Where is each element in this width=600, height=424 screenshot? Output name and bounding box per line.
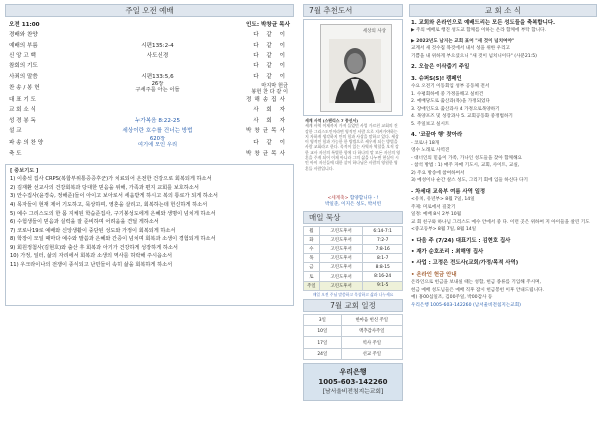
devotion-cell: 9:1-5: [363, 281, 403, 290]
church-news: [409, 19, 597, 309]
worship-who-line2: 봉헌 찬 다 같 이: [251, 88, 288, 95]
worship-content: [89, 81, 226, 95]
worship-who: 다 같 이: [253, 73, 288, 80]
news-item: 3) 예성이나 순간 살스 성도, 그리기 회에 입들 하신다 다기: [411, 178, 528, 184]
news-item: <중고등부> 8월 7일, 8월 14일: [411, 227, 477, 233]
blurb-title: 세계 사역 (스탠리스 7 종선서): [305, 118, 359, 123]
news-item: ▶ 주의 예배로 행진 성도교 함께를 이하는 온라 함께에 부탁 합니다.: [411, 28, 546, 34]
devotion-cell: 7:8-16: [363, 245, 403, 254]
schedule-cell: 10일: [304, 326, 342, 337]
news-item: 온라인으로 헌금을 보내실 때는 성함, 헌금 종류를 기입해 주시며,: [411, 280, 541, 286]
middle-column: [300, 0, 405, 424]
prayer-item: 11) 우크라이나의 전쟁이 종식되고 난민들이 속히 삶을 회복하게 하소서: [10, 261, 173, 268]
worship-row: [5, 61, 294, 71]
news-item: - 코로나 18개: [411, 140, 440, 146]
worship-who: 다 같 이: [253, 42, 288, 49]
worship-who: 정해송집사: [245, 97, 288, 104]
author-portrait-icon: [329, 39, 381, 103]
news-item: • 재가 순호조리 : 최해영 집사: [411, 248, 484, 255]
series-name: <세계축>: [327, 196, 349, 201]
schedule-row: [304, 326, 403, 337]
news-item: - 차세대 교육부 여름 사역 일정: [411, 188, 486, 195]
worship-who: 사 회 자: [253, 117, 288, 124]
schedule-cell: 맥추감사주일: [341, 326, 402, 337]
news-item: 2. 오늘은 이삭줍기 주일: [411, 64, 470, 71]
worship-row: [5, 30, 294, 40]
devotion-row: [304, 281, 403, 290]
worship-header: 주일 오전 예배: [5, 4, 294, 17]
news-item: 2) 주요 방송에 참여하여서: [411, 170, 465, 176]
left-column: [0, 0, 298, 424]
news-item: 예) 홍00십일조, 김00주일, 박00감사 등: [411, 295, 493, 301]
worship-content: [89, 136, 226, 150]
devotion-cell: 8:16-24: [363, 272, 403, 281]
worship-item: 예배의 부름: [9, 42, 38, 49]
news-item: 교계서 새 것수집 목것에서 내서 성을 위한 우리고: [411, 46, 510, 52]
devotion-cell: 고린도후서: [319, 263, 363, 272]
devotion-cell: 고린도후서: [319, 236, 363, 245]
worship-content-line2: 여기에 모인 우리: [137, 141, 178, 148]
worship-item: 대 표 기 도: [9, 97, 36, 104]
news-item: 영수 노래로 사역진: [411, 148, 450, 154]
schedule-cell: 17일: [304, 337, 342, 348]
book-image: [320, 24, 392, 112]
devotion-cell: 고린도후서: [319, 281, 363, 290]
schedule-cell: 24일: [304, 348, 342, 359]
devotion-row: [304, 227, 403, 236]
news-item: 주제: 미로에서 길찾기: [411, 204, 456, 210]
devotion-cell: 주일: [304, 281, 320, 290]
worship-item: 파 송 의 찬 양: [9, 139, 44, 146]
worship-item: 경배와 찬양: [9, 32, 38, 39]
devotion-row: [304, 272, 403, 281]
news-item: 1. 수평회하에 중 가정을해고 실비건: [411, 91, 484, 97]
worship-content-line1: 620장: [149, 135, 166, 142]
worship-who: 박창균목사: [245, 151, 288, 158]
devotion-cell: 8:8-15: [363, 263, 403, 272]
devotion-table: [303, 226, 403, 291]
blurb-text: 세계 사역 이제까지 가져 들었던 사업 가르친 교회의 건강한 그리스도인이라면 영적인 사람 으로 지켜가야하는지 자하게 생각하지 안의 힘과 사상을 말하고 있다. 세상이 영적인 힘과 가능한 한 방법으로 세우게 되는 방법을 사람 교회라고 한다. 목적이 있는 사역자 역할을 오직 강한 교사 자신의 특별한 힘에 다 하나의 말 모든 자신의 영혼을 주게 되어 이제 아니라 그의 삶을 나누면 현실이 시인 아이 자신들에 대한 살이 하나님은 사람의 영원한 영혼들 사람입니다.: [305, 123, 401, 171]
schedule-cell: 역사 주일: [341, 337, 402, 348]
news-item: • 다음 주 (7/24) 대표기도 : 김현호 집사: [411, 237, 511, 244]
worship-item: 참회의 기도: [9, 63, 38, 70]
news-item: 4. 목양포즈 및 성장과사 5. 교회공동화 중정법하기: [411, 114, 513, 120]
news-item: 4. '코끝마 행' 찾아라: [411, 132, 463, 139]
news-item: - 참석 방법 : 1) 매주 자매 기도시, 교회, 사이트, 교실,: [411, 163, 520, 169]
prayer-item: 1) 이충석 집사 CRPS(복합부위통증증후군)가 치료되어 온전한 건강으로 회복되게 하소서: [10, 176, 212, 183]
devotion-row: [304, 254, 403, 263]
news-item: • 온라인 헌금 안내: [411, 271, 457, 278]
worship-row: [5, 51, 294, 61]
schedule-row: [304, 337, 403, 348]
worship-leader: 인도: 박창균 목사: [246, 22, 290, 28]
schedule-row: [304, 348, 403, 359]
worship-row: [5, 105, 294, 115]
news-item: 3. 장애인도요 출산과사 4 가정으로목양하기: [411, 106, 500, 112]
worship-time-row: [5, 20, 294, 30]
worship-content-text: 누가복음 8:22-25: [134, 117, 181, 124]
prayer-item: 6) 수험생들이 믿음과 실력을 잘 준비하며 어려움을 견딜 게하소서: [10, 219, 159, 226]
news-item: <유치, 유년부> 8월 7일, 14일: [411, 197, 475, 203]
worship-item: 사죄의 말씀: [9, 73, 38, 80]
book-cover: [303, 19, 403, 116]
devotion-cell: 고린도후서: [319, 272, 363, 281]
worship-item: 신 앙 고 백: [9, 53, 36, 60]
news-header: 교 회 소 식: [409, 4, 597, 17]
news-item: 5. 주일보고 실시트: [411, 121, 450, 127]
worship-row: [5, 116, 294, 126]
devotion-cell: 토: [304, 272, 320, 281]
prayer-item: 5) 예수 그리스도의 한 몸 지체된 학습준집사, 구기봉성도에게 은혜와 생명이 넘치게 하소서: [10, 210, 216, 217]
worship-who: 사 회 자: [253, 107, 288, 114]
worship-item: 성 경 봉 독: [9, 117, 36, 124]
worship-content: [89, 41, 226, 51]
worship-who: 다 같 이: [253, 63, 288, 70]
book-authors: 박일준, 이지은 성도, 박서빈: [324, 202, 382, 207]
news-item: ▶ 2022년도 남지는 교회 표어 "새 것이 넘치여야": [411, 38, 515, 44]
news-item: 2. 예배당도로 출산과(목)을 가정되었다: [411, 99, 490, 105]
worship-content-line1: 26장: [151, 81, 164, 88]
schedule-cell: 선교 주일: [341, 348, 402, 359]
worship-content-text: 시편133:5,6: [141, 73, 174, 80]
devotion-cell: 목: [304, 254, 320, 263]
schedule-cell: 3일: [304, 314, 342, 325]
prayer-item: 7) 코로나19로 예배와 신앙생활이 중단된 성도와 가정이 회복되게 하소서: [10, 227, 176, 234]
schedule-header: 7월 교회 일정: [303, 299, 403, 312]
prayer-item: 10) 가정, 일터, 삶의 자리에서 회복과 소생의 역사를 허락해 주시옵소서: [10, 253, 173, 260]
prayer-item: 3) 안수집사(윤경숙, 정해준)들이 아이고 보아로서 세움받게 하시고 복의 통로가 되게 하소서: [10, 193, 218, 200]
prayer-item: 4) 목자들이 현재 제어 기도하고, 묵상하며, 영혼을 살리고, 회복하는데 헌신하게 하소서: [10, 201, 208, 208]
news-item: 수요 오전기 이동회입 성부 공동체 전서: [411, 84, 490, 90]
devotion-cell: 8:1-7: [363, 254, 403, 263]
right-column: [407, 0, 600, 424]
worship-who-line1: 마지막 헌금: [261, 82, 288, 89]
bank-info: [303, 363, 403, 401]
series-rest: 함양합니다 - !: [348, 196, 379, 201]
devotion-cell: 고린도후서: [319, 254, 363, 263]
worship-row: [5, 136, 294, 149]
worship-who: 다 같 이: [253, 139, 288, 146]
worship-who: 다 같 이: [253, 53, 288, 60]
worship-content-text: 사도신경: [146, 53, 169, 60]
worship-content-text: 세상이란 호수를 건너는 방법: [122, 128, 193, 135]
worship-content: [89, 51, 226, 61]
devotion-cell: 고린도후서: [319, 227, 363, 236]
worship-content: [89, 116, 226, 126]
prayer-item: 8) 학장이 모일 때마다 예수와 말씀과 은혜와 간증이 넘치며 회복과 소생이 경험되게 하소서: [10, 236, 216, 243]
news-item: 우리은행 1005-603-142260 (남서울비전침지는교회): [411, 302, 521, 308]
news-item: • 사업 : 고정은 전도사(교회/가정/목적 사역): [411, 260, 519, 267]
devotion-row: [304, 236, 403, 245]
worship-item: 찬 송 / 봉 헌: [9, 85, 40, 92]
worship-item: 설 교: [9, 128, 22, 135]
book-header: 7월 추천도서: [303, 4, 403, 17]
worship-row: [5, 41, 294, 51]
prayer-title: [ 중보기도 ]: [10, 167, 39, 174]
book-cover-title: 세상의 사상: [362, 29, 386, 34]
intercessory-prayer: [5, 164, 294, 306]
devotion-row: [304, 245, 403, 254]
schedule-table: [303, 314, 403, 361]
schedule-cell: 한마음 헌신 주일: [341, 314, 402, 325]
news-item: 1. 교회와 온라인으로 예배드리는 모든 성도들을 축복합니다.: [411, 20, 556, 26]
devotion-cell: 고린도후서: [319, 245, 363, 254]
schedule-row: [304, 314, 403, 325]
devotion-note: 매일 오전 주님 말씀하고 묵상하고 삶과 나누세요: [312, 291, 394, 297]
worship-content-text: 시편135:2-4: [141, 42, 174, 49]
news-item: - 대너인의 믿음이 가족, 가나인 성도들을 찾아 함께해요: [411, 155, 522, 161]
devotion-cell: 금: [304, 263, 320, 272]
devotion-cell: 화: [304, 236, 320, 245]
worship-who: 박창균목사: [245, 128, 288, 135]
news-item: 교 회 친구와 하나님 그리스도 예수 안에서 중 다. 이런 곳은 위하여 지 아이들을 살린 기도: [411, 219, 590, 225]
news-item: 헌금 예배 성도님들은 예배 직후 잠시 헌금봉헌 이후 안내드립니다.: [411, 287, 544, 293]
book-blurb: [303, 116, 403, 196]
worship-row: [5, 82, 294, 95]
prayer-item: 9) 회원정첨사(김현호)와 출산 후 회복과 아기가 건강하게 성장하게 하소서: [10, 244, 178, 251]
worship-content-line2: 구세주를 아는 이들: [135, 87, 180, 94]
devotion-row: [304, 263, 403, 272]
order-of-worship: [5, 20, 294, 160]
bank-owner: [남서울비전침지는교회]: [322, 389, 384, 396]
news-item: 기쁨을 내 위하게 부으셨으니 "새 것이 넘치니이다" (사분21:5): [411, 53, 537, 59]
prayer-item: 2) 김재환 선교사의 건강회복과 당대한 믿음을 위해, 가족과 편지 교회를 보호하소서: [10, 184, 199, 191]
worship-row: [5, 95, 294, 105]
worship-item: 교 회 소 식: [9, 107, 36, 114]
worship-row: [5, 149, 294, 159]
devotion-cell: 월: [304, 227, 320, 236]
worship-who: 다 같 이: [253, 32, 288, 39]
news-item: 일정: 예배 8시 2부 10월: [411, 212, 462, 218]
bank-name: 우리은행: [339, 368, 367, 377]
bank-account: 1005-603-142260: [318, 378, 388, 387]
news-item: 3. 슈퍼S(S)! 캠페인: [411, 75, 462, 82]
worship-item: 축 도: [9, 151, 22, 158]
worship-time: 오전 11:00: [9, 22, 40, 28]
devotion-cell: 7:2-7: [363, 236, 403, 245]
devotion-header: 매일 묵상: [303, 211, 403, 224]
devotion-cell: 수: [304, 245, 320, 254]
devotion-cell: 6:14-7:1: [363, 227, 403, 236]
worship-who: [226, 83, 294, 95]
